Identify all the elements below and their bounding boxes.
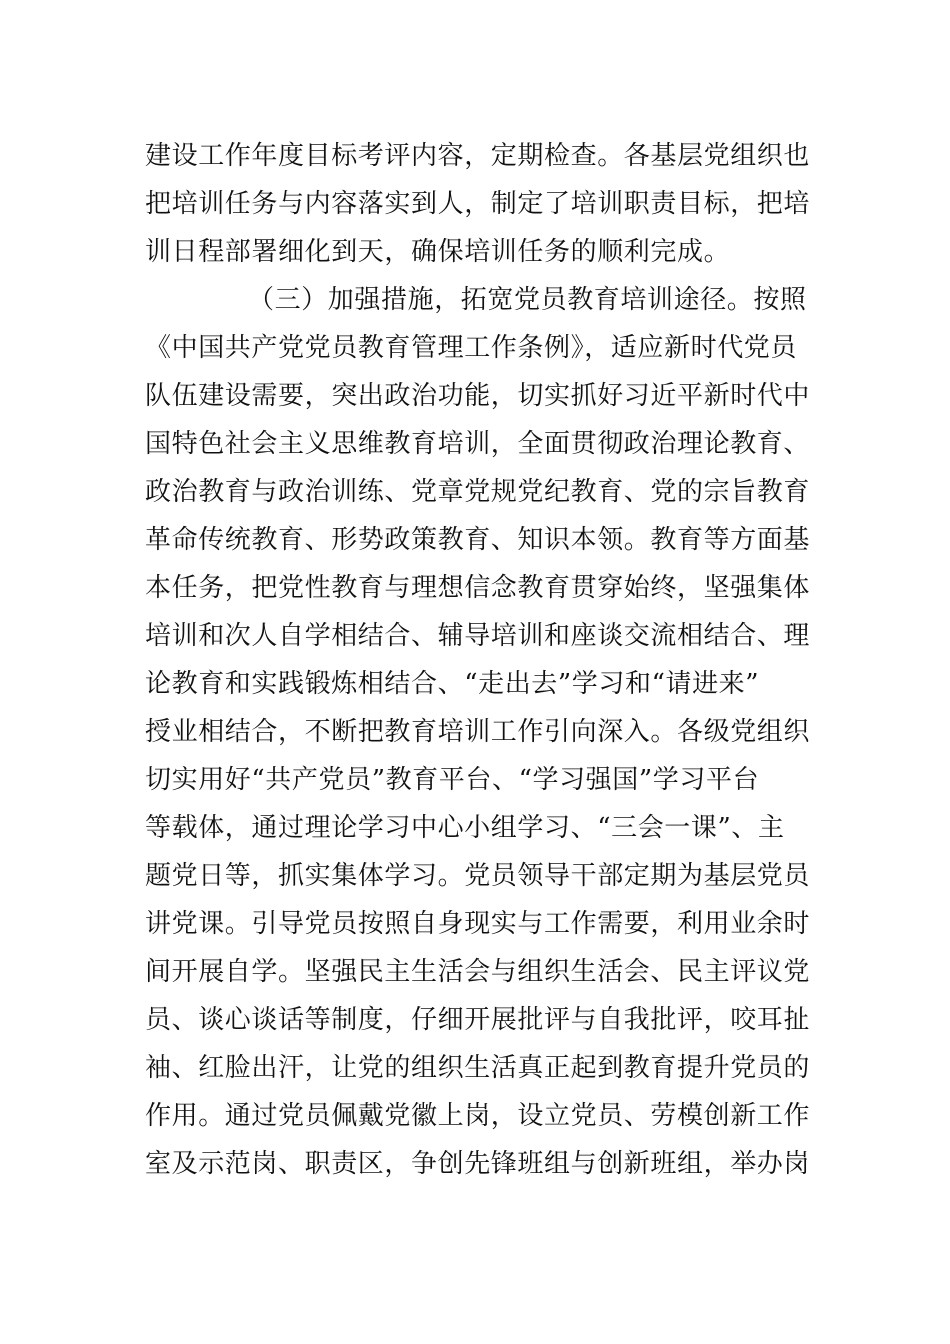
text-line: 训日程部署细化到天，确保培训任务的顺利完成。 [145,237,731,267]
text-line: 授业相结合，不断把教育培训工作引向深入。各级党组织 [145,717,811,747]
text-line: 把培训任务与内容落实到人，制定了培训职责目标，把培 [145,189,811,219]
text-line: 间开展自学。坚强民主生活会与组织生活会、民主评议党 [145,957,811,987]
text-line: 队伍建设需要，突出政治功能，切实抓好习近平新时代中 [145,381,811,411]
text-line: 切实用好“共产党员”教育平台、“学习强国”学习平台 [145,765,760,795]
text-line: 革命传统教育、形势政策教育、知识本领。教育等方面基 [145,525,811,555]
text-line: 论教育和实践锻炼相结合、“走出去”学习和“请进来” [145,669,760,699]
text-line: 室及示范岗、职责区，争创先锋班组与创新班组，举办岗 [145,1149,811,1179]
section-heading-line: （三）加强措施，拓宽党员教育培训途径。按照 [248,285,807,315]
text-line: 员、谈心谈话等制度，仔细开展批评与自我批评，咬耳扯 [145,1005,811,1035]
text-line: 建设工作年度目标考评内容，定期检查。各基层党组织也 [145,141,811,171]
text-line: 等载体，通过理论学习中心小组学习、“三会一课”、主 [145,813,785,843]
text-line: 《中国共产党党员教育管理工作条例》，适应新时代党员 [145,333,798,363]
text-line: 本任务，把党性教育与理想信念教育贯穿始终，坚强集体 [145,573,811,603]
text-line: 作用。通过党员佩戴党徽上岗，设立党员、劳模创新工作 [145,1101,811,1131]
text-line: 袖、红脸出汗，让党的组织生活真正起到教育提升党员的 [145,1053,811,1083]
text-line: 培训和次人自学相结合、辅导培训和座谈交流相结合、理 [145,621,811,651]
text-line: 政治教育与政治训练、党章党规党纪教育、党的宗旨教育 [145,477,811,507]
text-line: 题党日等，抓实集体学习。党员领导干部定期为基层党员 [145,861,811,891]
text-line: 国特色社会主义思维教育培训，全面贯彻政治理论教育、 [145,429,811,459]
text-line: 讲党课。引导党员按照自身现实与工作需要，利用业余时 [145,909,811,939]
